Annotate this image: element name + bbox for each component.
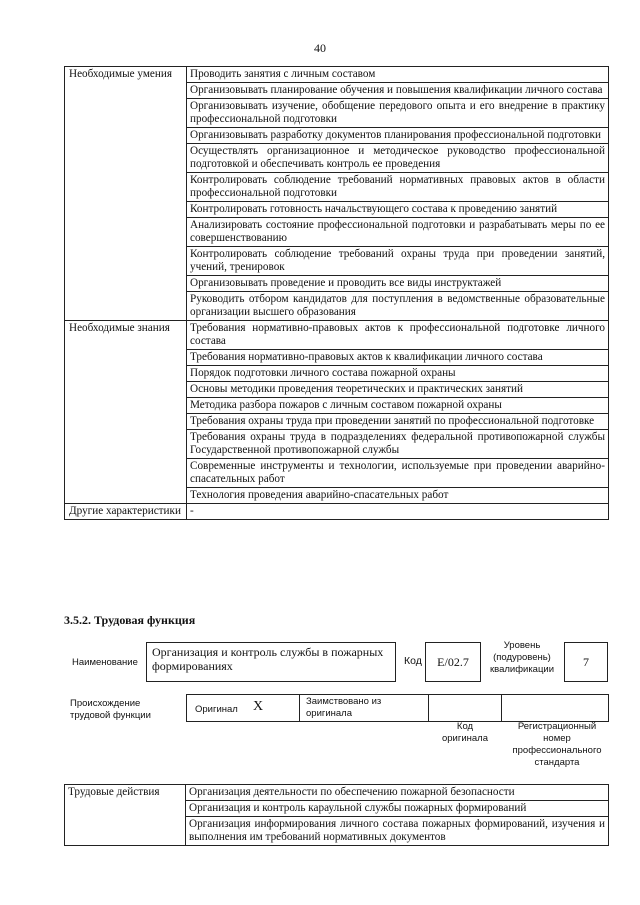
skill-item: Анализировать состояние профессиональной подготовки и разрабатывать меры по ее совершенствованию <box>187 218 609 247</box>
page-number: 40 <box>314 41 326 55</box>
knowledge-item: Порядок подготовки личного состава пожарной охраны <box>187 366 609 382</box>
other-value: - <box>187 504 609 520</box>
skill-item: Проводить занятия с личным составом <box>187 67 609 83</box>
function-code-box: Е/02.7 <box>425 642 481 682</box>
labor-action-item: Организация информирования личного состава пожарных формирований, изучения и выполнения им требований нормативных документов <box>186 817 609 846</box>
qualification-level-box: 7 <box>564 642 608 682</box>
labor-action-item: Организация деятельности по обеспечению пожарной безопасности <box>186 785 609 801</box>
knowledge-item: Основы методики проведения теоретических и практических занятий <box>187 382 609 398</box>
labor-action-item: Организация и контроль караульной службы пожарных формирований <box>186 801 609 817</box>
name-label: Наименование <box>72 657 138 668</box>
knowledge-item: Требования нормативно-правовых актов к профессиональной подготовке личного состава <box>187 321 609 350</box>
borrowed-label: Заимствовано из оригинала <box>306 696 382 719</box>
labor-actions-label: Трудовые действия <box>65 785 186 846</box>
knowledge-item: Технология проведения аварийно-спасательных работ <box>187 488 609 504</box>
knowledge-item: Требования нормативно-правовых актов к квалификации личного состава <box>187 350 609 366</box>
skill-item: Осуществлять организационное и методическое руководство профессиональной подготовкой и обеспечивать контроль ее проведения <box>187 144 609 173</box>
original-label: Оригинал <box>195 704 238 715</box>
labor-actions-table <box>64 784 609 846</box>
knowledge-item: Методика разбора пожаров с личным составом пожарной охраны <box>187 398 609 414</box>
function-name-box: Организация и контроль службы в пожарных формированиях <box>146 642 396 682</box>
qualification-level-label: Уровень (подуровень) квалификации <box>489 640 555 675</box>
skill-item: Организовывать разработку документов планирования профессиональной подготовки <box>187 128 609 144</box>
skills-knowledge-table <box>64 66 609 520</box>
borrowed-cell <box>299 694 429 722</box>
other-category-label: Другие характеристики <box>65 504 187 520</box>
knowledge-item: Требования охраны труда в подразделениях федеральной противопожарной службы Государственной противопожарной службы <box>187 430 609 459</box>
skill-item: Организовывать планирование обучения и повышения квалификации личного состава <box>187 83 609 99</box>
skill-item: Контролировать соблюдение требований нормативных правовых актов в области профессиональной подготовки <box>187 173 609 202</box>
code-label: Код <box>404 655 422 667</box>
original-mark: X <box>253 699 264 714</box>
skill-item: Организовывать проведение и проводить все виды инструктажей <box>187 276 609 292</box>
reg-number-cell <box>501 694 609 722</box>
skill-item: Контролировать соблюдение требований охраны труда при проведении занятий, учений, тренировок <box>187 247 609 276</box>
table-row <box>65 67 609 83</box>
table-row <box>65 321 609 350</box>
table-row <box>65 504 609 520</box>
skill-item: Организовывать изучение, обобщение передового опыта и его внедрение в практику профессиональной подготовки <box>187 99 609 128</box>
original-cell <box>186 694 300 722</box>
origin-code-caption: Код оригинала <box>441 721 488 744</box>
origin-label: Происхождение трудовой функции <box>70 698 151 721</box>
knowledge-item: Требования охраны труда при проведении занятий по профессиональной подготовке <box>187 414 609 430</box>
skill-item: Контролировать готовность начальствующего состава к проведению занятий <box>187 202 609 218</box>
skill-item: Руководить отбором кандидатов для поступления в ведомственные образовательные организации высшего образования <box>187 292 609 321</box>
knowledge-item: Современные инструменты и технологии, используемые при проведении аварийно-спасательных работ <box>187 459 609 488</box>
origin-code-cell <box>428 694 502 722</box>
reg-number-caption: Регистрационный номер профессионального стандарта <box>512 721 602 768</box>
knowledge-category-label: Необходимые знания <box>65 321 187 504</box>
skills-category-label: Необходимые умения <box>65 67 187 321</box>
section-title: 3.5.2. Трудовая функция <box>64 613 196 627</box>
table-row <box>65 785 609 801</box>
